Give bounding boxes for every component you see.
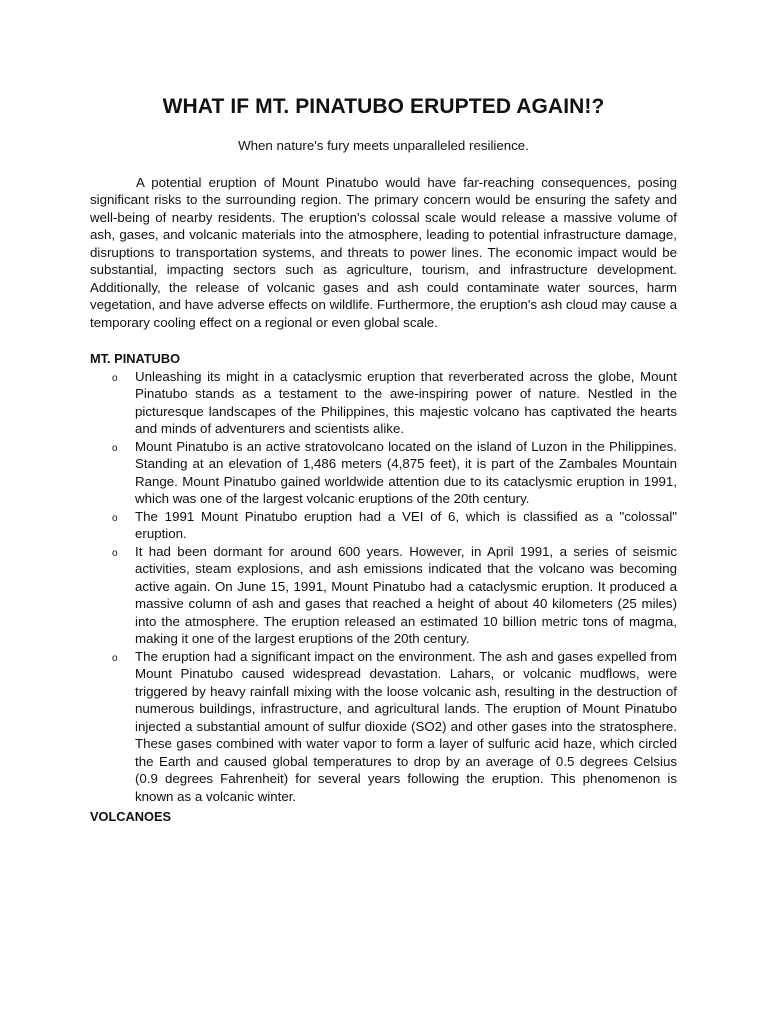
list-item [90, 438, 677, 508]
hollow-circle-bullet-icon: o [112, 442, 118, 454]
section-heading-volcanoes: VOLCANOES [90, 809, 172, 824]
list-item [90, 368, 677, 438]
document-page [90, 92, 677, 826]
section-heading-mt-pinatubo: MT. PINATUBO [90, 351, 181, 366]
document-title: WHAT IF MT. PINATUBO ERUPTED AGAIN!? [162, 95, 605, 118]
hollow-circle-bullet-icon: o [112, 547, 118, 559]
list-item [90, 543, 677, 648]
hollow-circle-bullet-icon: o [112, 512, 118, 524]
intro-paragraph: A potential eruption of Mount Pinatubo would have far-reaching consequences, posing significant risks to the surrounding region. The primary concern would be ensuring the safety and well-being of nearby residents. The eruption's colossal scale would release a massive volume of ash, gases, and volcanic materials into the atmosphere, leading to potential infrastructure damage, disruptions to transportation systems, and threats to power lines. The economic impact would be substantial, impacting sectors such as agriculture, tourism, and infrastructure development. Additionally, the release of volcanic gases and ash could contaminate water sources, harm vegetation, and have adverse effects on wildlife. Furthermore, the eruption's ash cloud may cause a temporary cooling effect on a regional or even global scale. [90, 174, 677, 330]
list-item [90, 508, 677, 543]
list-item-text: The eruption had a significant impact on the environment. The ash and gases expelled from Mount Pinatubo caused widespread devastation. Lahars, or volcanic mudflows, were triggered by heavy rainfall mixing with the loose volcanic ash, resulting in the destruction of numerous buildings, infrastructure, and agricultural lands. The eruption of Mount Pinatubo injected a substantial amount of sulfur dioxide (SO2) and other gases into the stratosphere. These gases combined with water vapor to form a layer of sulfuric acid haze, which circled the Earth and caused global temperatures to drop by an average of 0.5 degrees Celsius (0.9 degrees Fahrenheit) for several years following the eruption. This phenomenon is known as a volcanic winter. [135, 648, 677, 804]
document-subtitle: When nature's fury meets unparalleled resilience. [238, 138, 529, 153]
list-item-text: The 1991 Mount Pinatubo eruption had a VEI of 6, which is classified as a "colossal" eruption. [135, 508, 677, 541]
list-item-text: Mount Pinatubo is an active stratovolcano located on the island of Luzon in the Philippines. Standing at an elevation of 1,486 meters (4,875 feet), it is part of the Zambales Mountain Range. Mount Pinatubo gained worldwide attention due to its cataclysmic eruption in 1991, which was one of the largest volcanic eruptions of the 20th century. [135, 438, 677, 506]
list-item-text: Unleashing its might in a cataclysmic eruption that reverberated across the globe, Mount Pinatubo stands as a testament to the awe-inspiring power of nature. Nestled in the picturesque landscapes of the Philippines, this majestic volcano has captivated the hearts and minds of adventurers and scientists alike. [135, 368, 677, 436]
mt-pinatubo-bullet-list [90, 368, 677, 806]
hollow-circle-bullet-icon: o [112, 372, 118, 384]
list-item [90, 648, 677, 806]
hollow-circle-bullet-icon: o [112, 652, 118, 664]
list-item-text: It had been dormant for around 600 years. However, in April 1991, a series of seismic activities, steam explosions, and ash emissions indicated that the volcano was becoming active again. On June 15, 1991, Mount Pinatubo had a cataclysmic eruption. It produced a massive column of ash and gases that reached a height of about 40 kilometers (25 miles) into the atmosphere. The eruption released an estimated 10 billion metric tons of magma, making it one of the largest eruptions of the 20th century. [135, 543, 677, 646]
